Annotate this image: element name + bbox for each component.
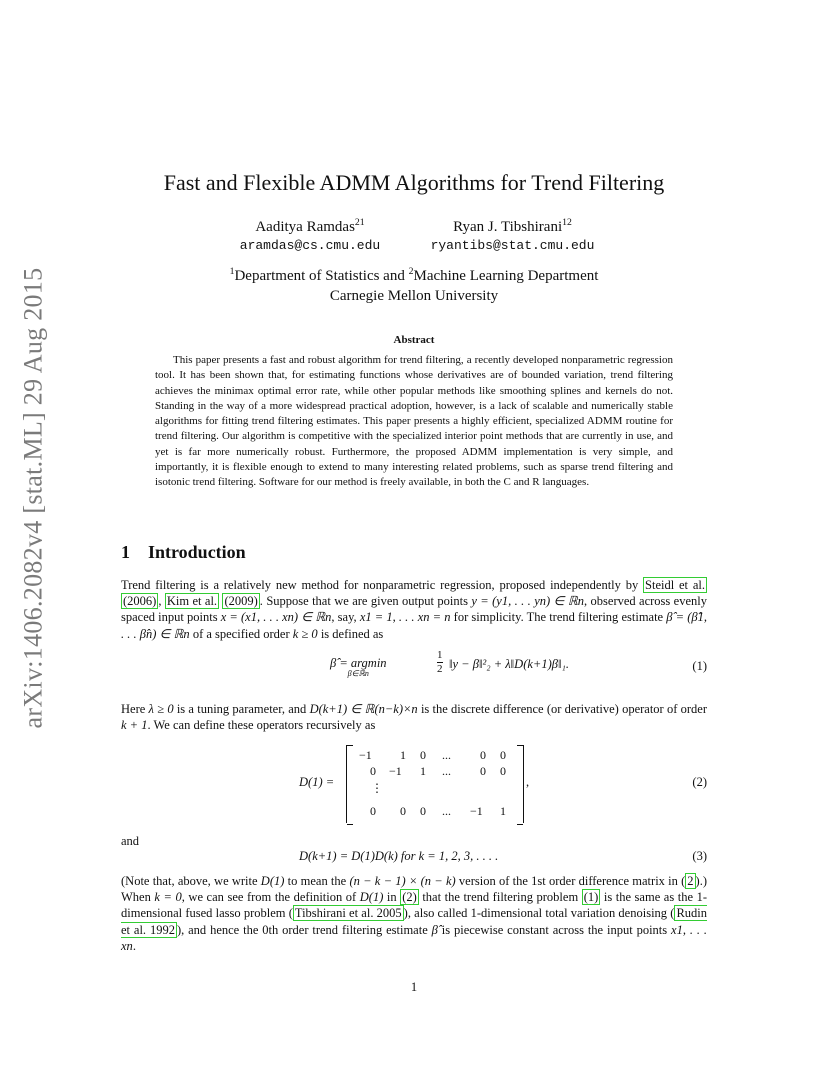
matrix-vdots: ⋮ (371, 781, 383, 795)
matrix-cell: ... (442, 748, 451, 762)
eq1-fraction-den: 2 (437, 663, 443, 675)
abstract-text: This paper presents a fast and robust algorithm for trend filtering, a recently developed nonparametric regression tool. It has been shown that, for estimating functions whose derivatives are of bounded variation, trend filtering achieves the minimax optimal error rate, while other popular methods like smoothing splines and kernels do not. Standing in the way of a more widespread practical adoption, however, is a lack of scalable and numerically stable algorithms for fitting trend filtering estimates. This paper presents a highly efficient, specialized ADMM routine for trend filtering. Our algorithm is competitive with the specialized interior point methods that are currently in use, and yet is far more numerically robust. Furthermore, the proposed ADMM implementation is very simple, and importantly, it is flexible enough to extend to many interesting related problems, such as sparse trend filtering and isotonic trend filtering. Software for our method is freely available, in both the C and R languages. (155, 354, 673, 489)
affil-dept-ml: Machine Learning Department (413, 268, 599, 284)
matrix-cell: 0 (370, 764, 376, 778)
ref-eq1-link[interactable] (582, 889, 601, 905)
math-dims: (n − k − 1) × (n − k) (349, 874, 456, 888)
math-x-vector: x = (x1, . . . xn) ∈ ℝn (220, 610, 332, 625)
ref-eq2b: (2) (402, 890, 417, 905)
paper-title: Fast and Flexible ADMM Algorithms for Trend Filtering (163, 170, 665, 195)
cite-tibshirani: Tibshirani et al. 2005 (294, 906, 402, 921)
intro-text-b: . Suppose that we are given output points (259, 594, 472, 609)
math-k-plus-one: k + 1 (121, 718, 148, 733)
math-beta-vector: β̂ = (β̂1, . . . β̂n) ∈ ℝn (121, 610, 707, 641)
p2-text-a: Here (121, 702, 149, 716)
math-x-sequence: x1 = 1, . . . xn = n (359, 610, 451, 625)
author-2-sup: 12 (562, 217, 572, 228)
cite-steidl-author: Steidl et al. (645, 578, 705, 592)
and-word: and (121, 834, 140, 848)
p3-text-c: version of the 1st order difference matrix in ( (455, 874, 686, 888)
math-lambda: λ ≥ 0 (148, 702, 174, 716)
intro-text-a: Trend filtering is a relatively new method for nonparametric regression, proposed independently by (121, 578, 644, 592)
matrix-cell: 1 (400, 748, 406, 762)
math-y-vector: y = (y1, . . . yn) ∈ ℝn (471, 594, 584, 609)
cite-kim-year: (2009) (224, 594, 258, 609)
p3-text-b: to mean the (284, 874, 350, 888)
eq1-lhs: β̂ = argmin (330, 656, 387, 670)
author-2-name: Ryan J. Tibshirani (453, 219, 563, 235)
cite-rudin: Rudin et al. 1992 (121, 906, 707, 937)
eq3-text: D(k+1) = D(1)D(k) for k = 1, 2, 3, . . . . (299, 849, 499, 863)
p3-text-k: is piecewise constant across the input points (437, 922, 672, 937)
author-1-name: Aaditya Ramdas (255, 219, 355, 235)
eq1-rhs: ‖y − β‖²₂ + λ‖D(k+1)β‖₁. (449, 657, 569, 671)
p3-text-f: in (383, 890, 401, 905)
eq1-fraction-num: 1 (437, 649, 443, 661)
math-k-condition: k ≥ 0 (292, 626, 318, 641)
section-heading (121, 542, 246, 563)
ref-eq2-link[interactable] (685, 873, 695, 889)
p3-text-a: (Note that, above, we write (121, 874, 261, 888)
p2-text-d: . We can define these operators recursively as (147, 718, 376, 733)
math-beta-hat: β̂ (431, 922, 438, 937)
math-x-points: x1, . . . xn (121, 922, 707, 953)
matrix-cell: 0 (400, 804, 406, 818)
math-k0: k = 0 (154, 890, 182, 905)
equation-3 (121, 849, 707, 867)
intro-text-f: of a specified order (189, 626, 293, 641)
difference-matrix (346, 745, 524, 823)
cite-steidl-year-link[interactable] (121, 593, 158, 609)
eq2-comma: , (526, 775, 530, 789)
math-D-dims: D(k+1) ∈ ℝ(n−k)×n (309, 702, 418, 716)
matrix-cell: 0 (480, 764, 486, 778)
matrix-cell: −1 (470, 804, 483, 818)
section-number: 1 (121, 542, 130, 562)
matrix-cell: 0 (420, 748, 426, 762)
p2-text-c: is the discrete difference (or derivative) operator of order (417, 702, 707, 716)
author-2-email: ryantibs@stat.cmu.edu (430, 238, 595, 253)
matrix-cell: −1 (389, 764, 402, 778)
p3-text-d: ).) When (121, 874, 707, 905)
arxiv-sidebar-stamp (18, 267, 48, 729)
arxiv-id: arXiv:1406.2082v4 [stat.ML] 29 Aug 2015 (18, 267, 48, 729)
matrix-cell: ... (442, 764, 451, 778)
math-D1: D(1) (260, 874, 285, 888)
eq1-label: (1) (692, 659, 707, 673)
affil-dept-stats: Department of Statistics and (234, 268, 409, 284)
eq1-subscript: β∈ℝn (347, 669, 369, 678)
p3-text-e: , we can see from the definition of (181, 890, 360, 905)
page-number: 1 (410, 980, 418, 994)
matrix-cell: 0 (480, 748, 486, 762)
abstract-heading: Abstract (393, 334, 435, 346)
author-1-email: aramdas@cs.cmu.edu (239, 238, 381, 253)
intro-text-g: is defined as (317, 626, 384, 641)
cite-kim-author: Kim et al. (166, 594, 218, 609)
affil-sup-2: 2 (408, 266, 414, 277)
matrix-cell: 1 (500, 804, 506, 818)
p3-text-l: . (132, 938, 136, 953)
cite-kim-link[interactable] (165, 593, 219, 609)
matrix-cell: 0 (500, 764, 506, 778)
intro-sep: , (158, 594, 165, 609)
cite-steidl-link[interactable] (643, 577, 707, 593)
affil-sup-1: 1 (229, 266, 235, 277)
p3-text-i: ), also called 1-dimensional total variation denoising ( (403, 906, 675, 921)
matrix-cell: 1 (420, 764, 426, 778)
paragraph-operators (121, 701, 707, 733)
paragraph-note (121, 873, 707, 954)
matrix-cell: 0 (420, 804, 426, 818)
p3-text-h: is the same as the 1-dimensional fused lasso problem ( (121, 890, 707, 921)
intro-paragraph (121, 577, 707, 642)
ref-eq2b-link[interactable] (400, 889, 419, 905)
eq2-lhs: D(1) = (299, 775, 335, 789)
affiliation (0, 262, 828, 306)
affil-university: Carnegie Mellon University (329, 288, 499, 304)
cite-tibshirani-link[interactable] (293, 905, 404, 921)
cite-steidl-year: (2006) (123, 594, 157, 609)
author-2 (410, 217, 615, 253)
p3-text-g: that the trend filtering problem (418, 890, 582, 905)
p3-text-j: ), and hence the 0th order trend filtering estimate (176, 922, 432, 937)
intro-text-e: for simplicity. The trend filtering estimate (450, 610, 667, 625)
eq2-label: (2) (692, 775, 707, 789)
section-title: Introduction (148, 542, 246, 562)
ref-eq2: 2 (687, 874, 694, 888)
intro-text-c: , observed across evenly spaced input points (121, 594, 708, 625)
equation-1 (121, 649, 707, 686)
math-D1-b: D(1) (359, 890, 384, 905)
eq3-label: (3) (692, 849, 707, 863)
matrix-cell: 0 (500, 748, 506, 762)
matrix-cell: 0 (370, 804, 376, 818)
matrix-cell: ... (442, 804, 451, 818)
intro-text-d: , say, (331, 610, 360, 625)
author-1-sup: 21 (354, 217, 365, 228)
author-1 (205, 217, 415, 253)
cite-kim-year-link[interactable] (222, 593, 259, 609)
ref-eq1: (1) (583, 890, 599, 905)
matrix-cell: −1 (359, 748, 372, 762)
p2-text-b: is a tuning parameter, and (173, 702, 310, 716)
